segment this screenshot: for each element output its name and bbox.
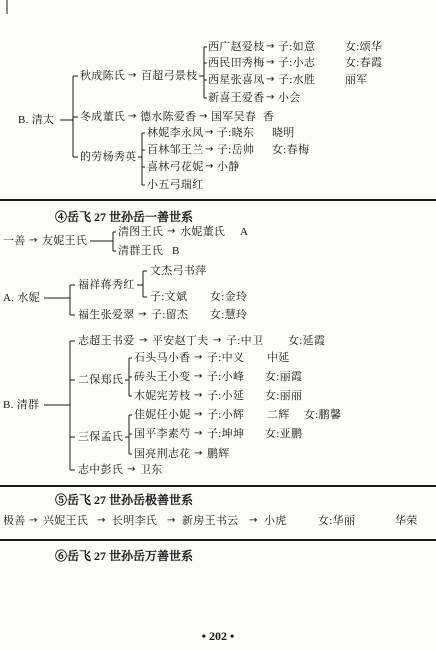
person-name: 木妮宪芳枝 (134, 390, 191, 402)
person-name: 水妮董氏 (180, 226, 226, 238)
offspring-entry: 女:丽霞 (265, 371, 303, 383)
arrow-icon: → (139, 335, 148, 346)
zhizhong-name: 志中彭氏 (78, 464, 124, 476)
laocheng-name: 的劳杨秀英 (80, 151, 137, 163)
erbao-name: 二保郑氏 (78, 374, 124, 386)
offspring-entry: 女:鹏馨 (304, 409, 342, 421)
qiucheng-next: 百超弓景枝 (141, 70, 198, 82)
spouse-name: 友妮王氏 (42, 235, 88, 247)
arrow-icon: → (29, 235, 38, 246)
arrow-icon: → (266, 41, 275, 52)
person-name: 新喜王爱香 (208, 92, 265, 104)
offspring-entry: 子:小峰 (207, 371, 245, 383)
person-name: 砖头王小变 (134, 371, 191, 383)
arrow-icon: → (29, 515, 38, 526)
arrow-icon: → (127, 464, 136, 475)
person-name: 清图王氏 (118, 226, 164, 238)
arrow-icon: → (138, 309, 147, 320)
offspring-entry: 子:文斌 (150, 291, 188, 303)
arrow-icon: → (194, 428, 203, 439)
offspring-entry: 小会 (278, 92, 301, 104)
person-name: 国亮荆志花 (134, 448, 191, 460)
dongcheng-next2-tail: 香 (263, 111, 275, 123)
person-name: 百林邹王兰 (147, 144, 204, 156)
arrow-icon: → (128, 70, 137, 81)
arrow-icon: → (194, 352, 203, 363)
offspring-entry: 丽军 (345, 74, 368, 86)
arrow-icon: → (128, 111, 137, 122)
arrow-icon: → (266, 74, 275, 85)
branch-tag: A (240, 226, 249, 238)
offspring-entry: 子:坤坤 (207, 428, 245, 440)
arrow-icon: → (205, 127, 214, 138)
arrow-icon: → (194, 371, 203, 382)
offspring-entry: 女:丽丽 (265, 390, 303, 402)
offspring-entry: 女:春霞 (345, 57, 383, 69)
offspring-entry: 子:如意 (278, 41, 316, 53)
offspring-entry: 女:亚鹏 (265, 428, 303, 440)
qingtai-label: B. 清太 (18, 114, 55, 126)
offspring-entry: 女:延霞 (288, 335, 326, 347)
person-name: 国平李素芍 (134, 428, 191, 440)
dongcheng-name: 冬成董氏 (80, 111, 126, 123)
branch-tag: B (172, 245, 180, 257)
offspring-entry: 二辉 (267, 409, 290, 421)
offspring-entry: 子:中卫 (226, 335, 264, 347)
fuxiang-name: 福祥蒋秀红 (78, 279, 135, 291)
person-name: 石头马小香 (134, 352, 191, 364)
zhizhong-next: 卫东 (140, 464, 163, 476)
arrow-icon: → (199, 111, 208, 122)
arrow-icon: → (194, 390, 203, 401)
offspring-entry: 子:晓东 (217, 127, 255, 139)
offspring-entry: 子:留杰 (151, 309, 189, 321)
lineage-person: 新房王书云 (182, 515, 239, 527)
qingqun-label: B. 清群 (3, 399, 40, 411)
offspring-entry: 小静 (217, 161, 240, 173)
arrow-icon: → (167, 226, 176, 237)
offspring-entry: 子:水胜 (278, 74, 316, 86)
section-heading: ⑤岳飞 27 世孙岳极善世系 (55, 493, 194, 507)
offspring-entry: 子:中义 (207, 352, 245, 364)
arrow-icon: → (97, 515, 106, 526)
person-name: 佳妮任小妮 (134, 409, 191, 421)
offspring-entry: 晓明 (272, 127, 295, 139)
offspring-entry: 子:小志 (278, 57, 316, 69)
lineage-person: 兴妮王氏 (43, 515, 89, 527)
zhichao-name: 志超王书爱 (78, 335, 135, 347)
dongcheng-next: 德水陈爱香 (140, 111, 197, 123)
person-name: 西广赵爱枝 (208, 41, 265, 53)
person-name: 林妮李永凤 (147, 127, 204, 139)
person-name: 喜林弓花妮 (147, 161, 204, 173)
arrow-icon: → (266, 57, 275, 68)
qiucheng-name: 秋成陈氏 (80, 70, 126, 82)
offspring-entry: 女:春梅 (272, 144, 310, 156)
offspring-entry: 鹏辉 (207, 448, 230, 460)
person-name: 清群王氏 (118, 245, 164, 257)
offspring-entry: 子:岳帅 (217, 144, 255, 156)
arrow-icon: → (167, 515, 176, 526)
section-heading: ④岳飞 27 世孙岳一善世系 (55, 210, 194, 224)
person-name: 小五弓瑞红 (147, 179, 204, 191)
shuini-label: A. 水妮 (3, 292, 40, 304)
root-name: 一善 (3, 235, 26, 247)
sanbao-name: 三保孟氏 (78, 431, 124, 443)
person-name: 西民田秀梅 (208, 57, 265, 69)
arrow-icon: → (194, 448, 203, 459)
arrow-icon: → (266, 92, 275, 103)
offspring-entry: 女:颂华 (345, 41, 383, 53)
offspring-entry: 中延 (267, 352, 290, 364)
lineage-person: 极善 (3, 515, 26, 527)
offspring-entry: 女:慧玲 (210, 309, 248, 321)
offspring-entry: 子:小延 (207, 390, 245, 402)
person-name: 西星张喜凤 (208, 74, 265, 86)
offspring-entry: 女:华丽 (318, 515, 356, 527)
offspring-entry: 华荣 (395, 515, 418, 527)
dongcheng-next2: 国军吴春 (211, 111, 257, 123)
offspring-entry: 子:小辉 (207, 409, 245, 421)
arrow-icon: → (213, 335, 222, 346)
arrow-icon: → (194, 409, 203, 420)
person-name: 文杰弓书萍 (150, 265, 207, 277)
lineage-person: 长明李氏 (112, 515, 158, 527)
lineage-person: 小虎 (264, 515, 287, 527)
offspring-entry: 女:金玲 (210, 291, 248, 303)
fusheng-name: 福生张爱翠 (78, 309, 135, 321)
zhichao-next: 平安赵丁夫 (152, 335, 209, 347)
arrow-icon: → (205, 161, 214, 172)
arrow-icon: → (249, 515, 258, 526)
arrow-icon: → (205, 144, 214, 155)
section-heading: ⑥岳飞 27 世孙岳万善世系 (55, 549, 194, 563)
page-number: • 202 • (201, 629, 235, 643)
